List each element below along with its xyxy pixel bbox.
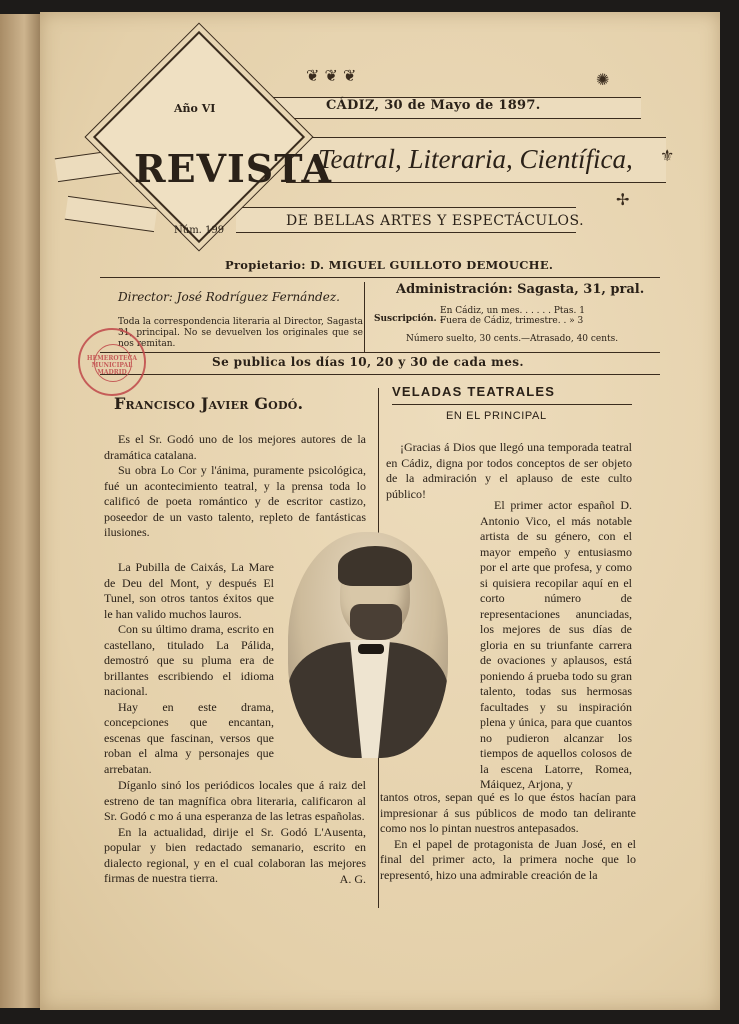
portrait-hair [338,546,412,586]
left-article-conclusion [104,778,366,887]
masthead-ribbon-left-lower [65,196,157,232]
left-paragraph-6: Díganlo sinó los periódicos locales que á raiz del estreno de tan magnífica obra literaria, calificaron al Sr. Godó c mo á una esperanza de las letras españolas. [104,778,366,823]
header-divider [100,277,660,278]
subscription-label: Suscripción. . [374,314,443,324]
newspaper-page [40,12,720,1010]
correspondence-note: Toda la correspondencia literaria al Director, Sagasta 31, principal. No se devuelven los originales que se nos remitan. [118,317,363,349]
star-ornament-icon: ✺ [596,70,610,89]
dateline: CÁDIZ, 30 de Mayo de 1897. [326,98,541,113]
right-paragraph-2: El primer actor español D. Antonio Vico, el más notable artista de su género, con el mayor empeño y entusiasmo por el arte que profesa, y como si quisiera recopilar aquí en el corto número de representaciones anunciadas, los mejores de sus días de gloria en su triunfante carrera de ovaciones y aplausos, está poniendo á prueba todo su gran talento, todas sus hermosas facultades y su inspiración plena y única, para que cuantos no pudieron alcanzar los tiempos de aquellos colosos de la escena Latorre, Romea, Máiquez, Arjona, y [480,498,632,791]
right-title-rule [392,404,632,405]
right-article-subtitle: EN EL PRINCIPAL [446,410,547,422]
right-article-title: VELADAS TEATRALES [392,384,556,399]
left-paragraph-3: La Pubilla de Caixás, La Mare de Deu del Mont, y después El Tunel, son otros tantos éxitos que le han valido muchos lauros. [104,560,274,621]
info-separator [364,282,365,352]
publication-logo: REVISTA [134,146,332,191]
single-issue-price: Número suelto, 30 cents.—Atrasado, 40 cents. [406,334,619,344]
info-divider-top [100,352,660,353]
portrait-beard [350,604,402,640]
left-paragraph-4: Con su último drama, escrito en castellano, titulado La Pálida, demostró que su pluma era de brillantes escribiendo el idioma nacional. [104,622,274,698]
left-article-title: Francisco Javier Godó. [114,394,304,413]
masthead [56,52,696,272]
publication-subtitle: Teatral, Literaria, Científica, [318,144,633,174]
director-line: Director: José Rodríguez Fernández. [118,290,340,304]
subscription-outside: Fuera de Cádiz, trimestre. . » 3 [440,316,584,326]
fleuron-icon: ⚜ [660,146,675,165]
left-article-intro [104,432,366,541]
subscription-local: En Cádiz, un mes. . . . . . Ptas. 1 [440,306,585,316]
publication-schedule: Se publica los días 10, 20 y 30 de cada mes. [212,355,524,369]
left-article-signature: A. G. [339,871,366,886]
stamp-text: HEMEROTECA MUNICIPAL MADRID [86,355,138,376]
administration-line: Administración: Sagasta, 31, pral. [396,282,645,297]
right-article-continuation [380,790,636,883]
left-paragraph-2: Su obra Lo Cor y l'ánima, puramente psicológica, fué un acontecimiento teatral, y la prensa toda lo calificó de poeta romántico y de escritor castizo, poseedor de un vasto talento, repleto de fantásticas ilusiones. [104,463,366,539]
right-paragraph-3: tantos otros, sepan qué es lo que éstos hacían para impresionar á sus públicos de modo tan delirante como nos lo pintan nuestros antepasados. [380,790,636,835]
library-stamp [78,328,146,396]
palm-leaf-icon: ❦ ❦ ❦ [306,66,357,85]
left-paragraph-5: Hay en este drama, concepciones que encantan, escenas que fascinan, versos que roban el alma y personajes que arrebatan. [104,699,274,776]
year-label: Año VI [174,102,216,115]
info-divider-bottom [100,374,660,375]
publication-subtitle-secondary: DE BELLAS ARTES Y ESPECTÁCULOS. [286,213,585,229]
right-paragraph-1: ¡Gracias á Dios que llegó una temporada teatral en Cádiz, digna por todos conceptos de ser objeto de la admiración y el aplauso de este culto público! [386,440,632,501]
right-article-intro [386,440,632,502]
right-paragraph-4: En el papel de protagonista de Juan José, en el final del primer acto, la primera noche que lo representó, hizo una admirable creación de la [380,836,636,882]
left-article-body [104,560,274,777]
subscription-rates [440,306,585,326]
right-article-body [480,498,632,793]
left-paragraph-7: En la actualidad, dirije el Sr. Godó L'Ausenta, popular y bien redactado semanario, escrito en dialecto regional, y en el cual colaboran las mejores firmas de nuestra tierra. [104,824,366,885]
cross-ornament-icon: ✢ [616,190,630,209]
portrait-illustration [288,532,448,758]
portrait-bow-tie [358,644,384,654]
owner-line: Propietario: D. MIGUEL GUILLOTO DEMOUCHE. [225,258,554,272]
left-paragraph-1: Es el Sr. Godó uno de los mejores autores de la dramática catalana. [104,432,366,462]
book-spine [0,14,44,1008]
issue-number: Núm. 199 [174,225,225,236]
